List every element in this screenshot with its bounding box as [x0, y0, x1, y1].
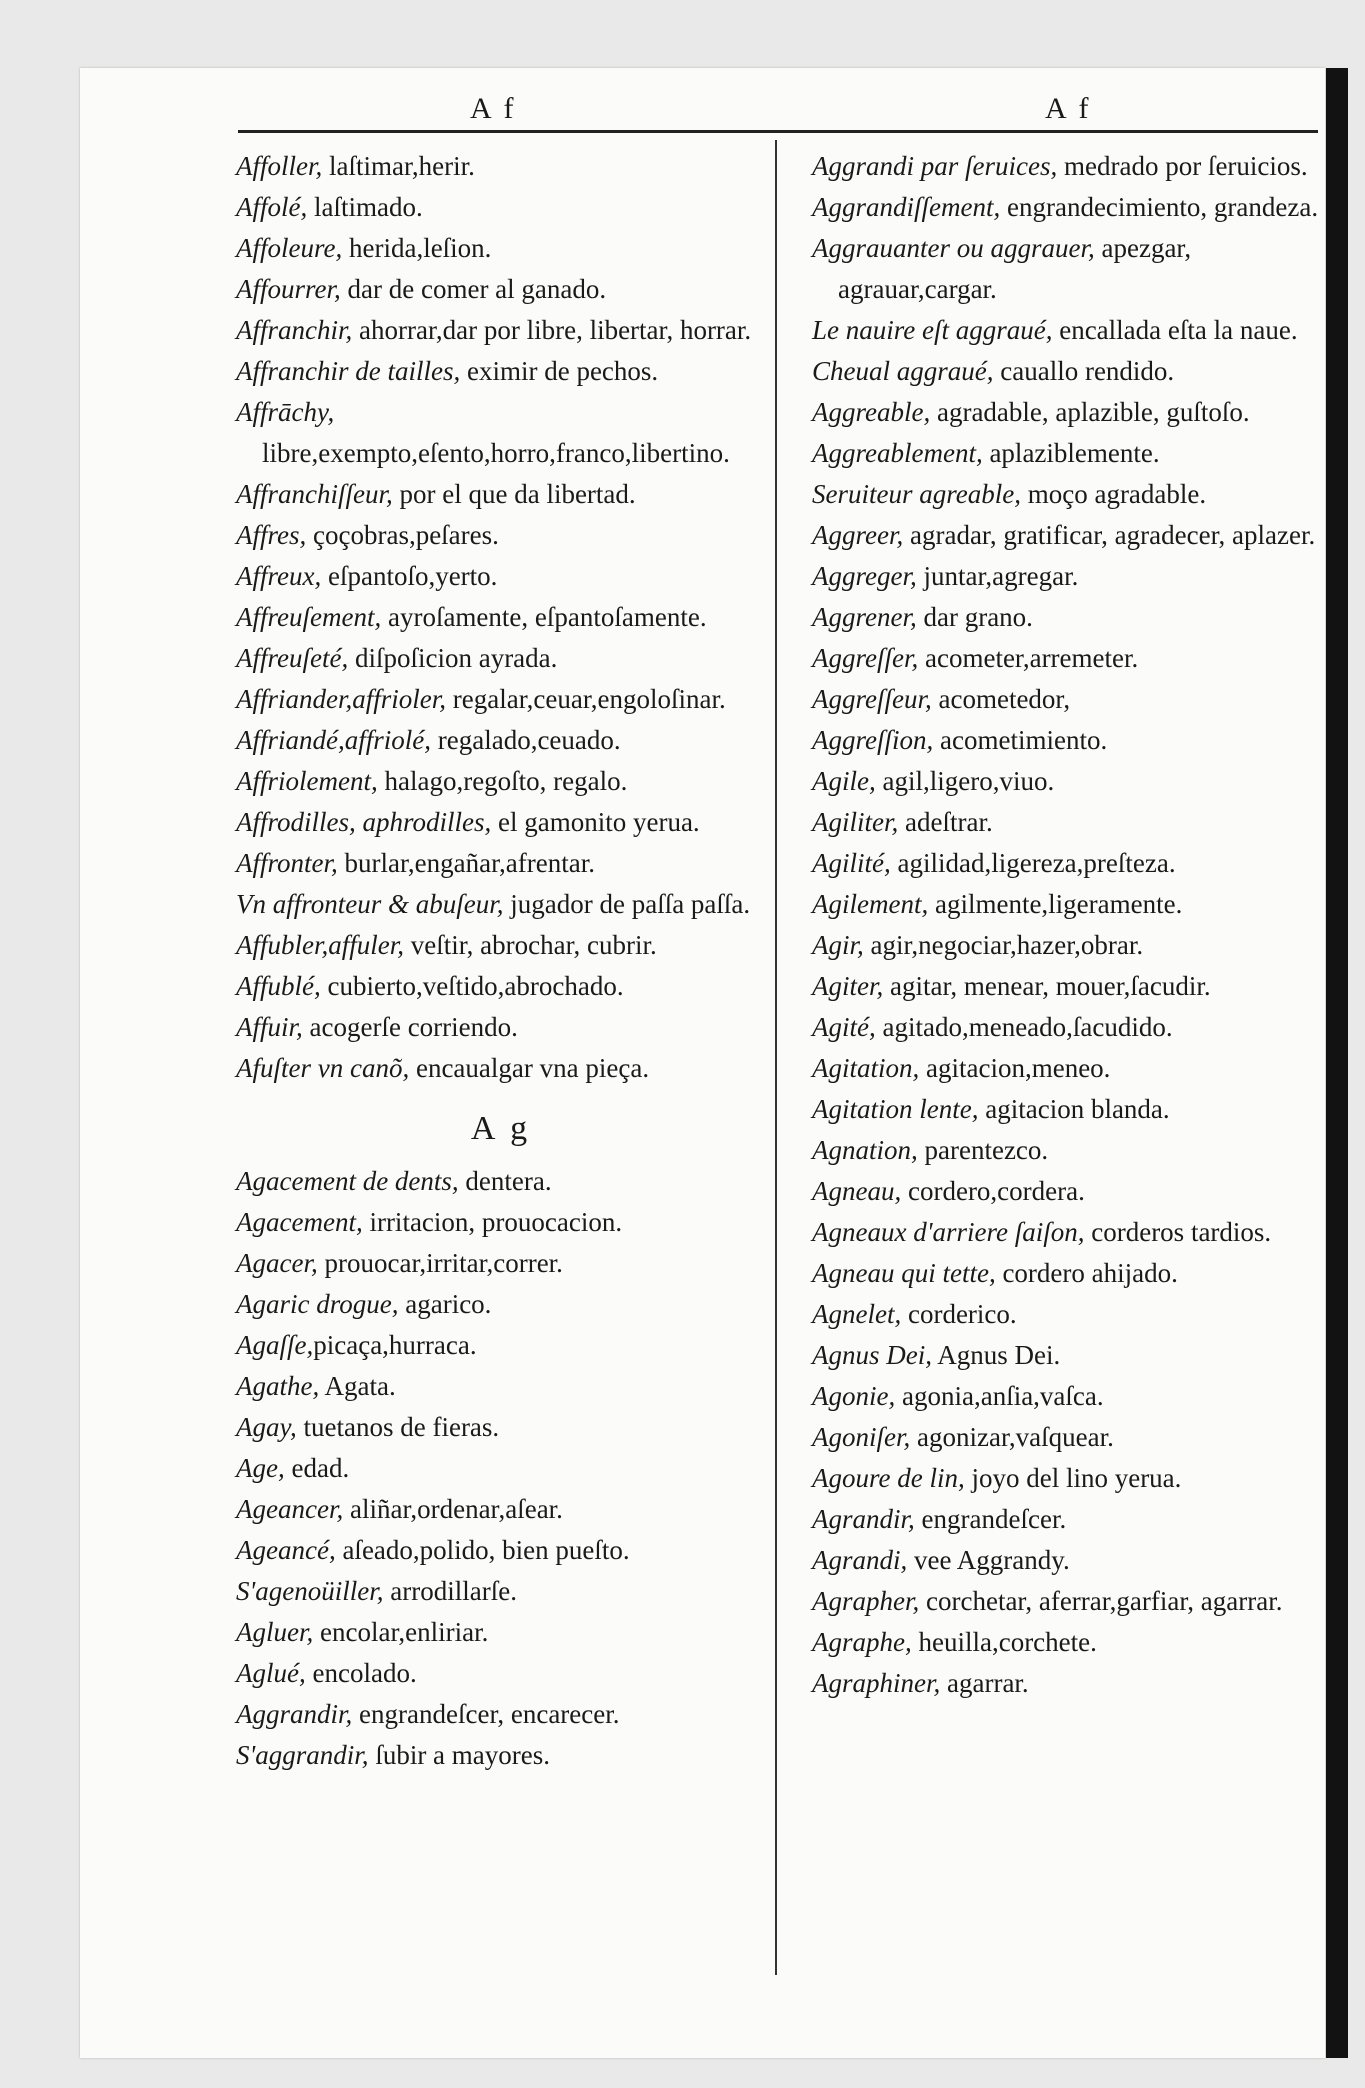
- header-rule: [238, 130, 1318, 133]
- entry-definition: acometer,arremeter.: [918, 643, 1139, 673]
- entry-definition: agradable, aplazible, guſtoſo.: [930, 397, 1250, 427]
- left-column: [236, 146, 766, 1776]
- entry-headword: Agoniſer,: [812, 1422, 911, 1452]
- dictionary-entry: [812, 1540, 1322, 1581]
- dictionary-entry: [812, 1458, 1322, 1499]
- entry-headword: Agay,: [236, 1412, 297, 1442]
- dictionary-entry: [236, 187, 766, 228]
- entry-headword: Agir,: [812, 930, 864, 960]
- dictionary-entry: [812, 638, 1322, 679]
- book-spine-shadow: [1326, 68, 1348, 2058]
- dictionary-entry: [812, 802, 1322, 843]
- entry-headword: Aggreſſion,: [812, 725, 934, 755]
- dictionary-entry: [236, 638, 766, 679]
- entry-headword: Affriander,affrioler,: [236, 684, 447, 714]
- right-column: [812, 146, 1322, 1704]
- dictionary-entry: [812, 966, 1322, 1007]
- dictionary-entry: [236, 1161, 766, 1202]
- dictionary-entry: [812, 1417, 1322, 1458]
- entry-definition: el gamonito yerua.: [491, 807, 700, 837]
- running-header: [0, 92, 1365, 126]
- entry-headword: Affronter,: [236, 848, 338, 878]
- dictionary-entry: [236, 474, 766, 515]
- dictionary-entry: [236, 351, 766, 392]
- dictionary-entry: [812, 146, 1322, 187]
- entry-definition: agonizar,vaſquear.: [910, 1422, 1114, 1452]
- dictionary-entry: [236, 1284, 766, 1325]
- entry-definition: burlar,engañar,afrentar.: [337, 848, 595, 878]
- dictionary-entry: [236, 1735, 766, 1776]
- entry-definition: arrodillarſe.: [383, 1576, 517, 1606]
- entry-definition: Agata.: [319, 1371, 396, 1401]
- entry-definition: agitado,meneado,ſacudido.: [875, 1012, 1173, 1042]
- entry-definition: cubierto,veſtido,abrochado.: [320, 971, 624, 1001]
- dictionary-entry: [236, 884, 766, 925]
- entry-definition: encolar,enliriar.: [313, 1617, 489, 1647]
- entry-definition: ahorrar,dar por libre, libertar, horrar.: [352, 315, 752, 345]
- entry-headword: Affubler,affuler,: [236, 930, 404, 960]
- dictionary-entry: [812, 351, 1322, 392]
- dictionary-entry: [236, 1243, 766, 1284]
- entry-definition: edad.: [284, 1453, 350, 1483]
- entry-headword: Affourrer,: [236, 274, 341, 304]
- entry-headword: Afuſter vn canõ,: [236, 1053, 410, 1083]
- entry-definition: por el que da libertad.: [392, 479, 636, 509]
- dictionary-entry: [236, 1653, 766, 1694]
- entry-definition: cordero ahijado.: [995, 1258, 1178, 1288]
- dictionary-entry: [812, 433, 1322, 474]
- entry-headword: Affranchir,: [236, 315, 353, 345]
- entry-headword: Affoleure,: [236, 233, 343, 263]
- entry-definition: eximir de pechos.: [460, 356, 659, 386]
- entry-headword: Affublé,: [236, 971, 321, 1001]
- entry-definition: engrandeſcer.: [914, 1504, 1067, 1534]
- left-entries-af: [236, 146, 766, 1089]
- entry-definition: veſtir, abrochar, cubrir.: [404, 930, 657, 960]
- entry-definition: picaça,hurraca.: [313, 1330, 477, 1360]
- entry-headword: Aggreger,: [812, 561, 917, 591]
- dictionary-entry: [236, 146, 766, 187]
- dictionary-entry: [236, 1489, 766, 1530]
- entry-headword: Aggreſſeur,: [812, 684, 932, 714]
- entry-definition: corchetar, aferrar,garfiar, agarrar.: [919, 1586, 1283, 1616]
- entry-headword: Aggrandiſſement,: [812, 192, 1001, 222]
- dictionary-entry: [236, 843, 766, 884]
- entry-headword: Aggrener,: [812, 602, 917, 632]
- dictionary-entry: [236, 802, 766, 843]
- entry-headword: Agluer,: [236, 1617, 314, 1647]
- entry-definition: Agnus Dei.: [931, 1340, 1061, 1370]
- dictionary-entry: [812, 1335, 1322, 1376]
- entry-definition: agil,ligero,viuo.: [875, 766, 1055, 796]
- entry-headword: Affranchir de tailles,: [236, 356, 461, 386]
- entry-headword: Aggreablement,: [812, 438, 983, 468]
- entry-headword: Affolé,: [236, 192, 308, 222]
- column-divider: [775, 140, 777, 1975]
- entry-headword: Affrāchy,: [236, 397, 335, 427]
- entry-headword: Ageancé,: [236, 1535, 336, 1565]
- entry-definition: cordero,cordera.: [901, 1176, 1085, 1206]
- entry-headword: Agacer,: [236, 1248, 318, 1278]
- entry-definition: agarrar.: [940, 1668, 1029, 1698]
- entry-definition: joyo del lino yerua.: [964, 1463, 1182, 1493]
- dictionary-entry: [236, 1448, 766, 1489]
- entry-definition: medrado por ſeruicios.: [1057, 151, 1308, 181]
- entry-definition: dar de comer al ganado.: [340, 274, 607, 304]
- dictionary-entry: [236, 269, 766, 310]
- dictionary-entry: [812, 1581, 1322, 1622]
- entry-definition: jugador de paſſa paſſa.: [503, 889, 751, 919]
- entry-headword: Affuir,: [236, 1012, 303, 1042]
- dictionary-entry: [812, 474, 1322, 515]
- entry-headword: Aggrandi par ſeruices,: [812, 151, 1058, 181]
- entry-definition: regalado,ceuado.: [431, 725, 621, 755]
- entry-headword: Affreuſeté,: [236, 643, 349, 673]
- entry-definition: acometedor,: [931, 684, 1071, 714]
- entry-definition: cauallo rendido.: [993, 356, 1175, 386]
- entry-headword: Affriandé,affriolé,: [236, 725, 431, 755]
- entry-headword: Affriolement,: [236, 766, 378, 796]
- entry-definition: agitacion blanda.: [978, 1094, 1170, 1124]
- dictionary-entry: [236, 925, 766, 966]
- entry-definition: corderos tardios.: [1084, 1217, 1272, 1247]
- entry-headword: Agité,: [812, 1012, 876, 1042]
- dictionary-entry: [812, 1253, 1322, 1294]
- dictionary-entry: [236, 966, 766, 1007]
- entry-definition: agir,negociar,hazer,obrar.: [863, 930, 1144, 960]
- entry-definition: ayroſamente, eſpantoſamente.: [381, 602, 707, 632]
- dictionary-entry: [812, 720, 1322, 761]
- dictionary-entry: [236, 392, 766, 474]
- entry-definition: dentera.: [458, 1166, 552, 1196]
- entry-definition: prouocar,irritar,correr.: [317, 1248, 563, 1278]
- entry-headword: Agrapher,: [812, 1586, 920, 1616]
- entry-definition: dar grano.: [916, 602, 1033, 632]
- entry-headword: Aglué,: [236, 1658, 306, 1688]
- dictionary-entry: [236, 310, 766, 351]
- dictionary-entry: [812, 597, 1322, 638]
- entry-definition: agarico.: [398, 1289, 492, 1319]
- entry-headword: Cheual aggraué,: [812, 356, 994, 386]
- entry-definition: encaualgar vna pieça.: [409, 1053, 650, 1083]
- entry-headword: Agitation lente,: [812, 1094, 979, 1124]
- entry-definition: aplaziblemente.: [982, 438, 1160, 468]
- entry-headword: Agonie,: [812, 1381, 896, 1411]
- entry-definition: moço agradable.: [1020, 479, 1207, 509]
- dictionary-entry: [236, 1694, 766, 1735]
- entry-headword: Agnation,: [812, 1135, 918, 1165]
- dictionary-entry: [812, 1376, 1322, 1417]
- entry-headword: Agneau qui tette,: [812, 1258, 996, 1288]
- entry-headword: Aggreer,: [812, 520, 904, 550]
- dictionary-entry: [236, 1530, 766, 1571]
- entry-headword: Agnelet,: [812, 1299, 902, 1329]
- dictionary-entry: [812, 761, 1322, 802]
- entry-headword: Aggrandir,: [236, 1699, 353, 1729]
- entry-headword: Affoller,: [236, 151, 323, 181]
- dictionary-entry: [236, 1407, 766, 1448]
- entry-headword: Age,: [236, 1453, 285, 1483]
- dictionary-entry: [236, 720, 766, 761]
- entry-headword: S'agenoüiller,: [236, 1576, 384, 1606]
- entry-headword: Agiter,: [812, 971, 884, 1001]
- entry-definition: halago,regoſto, regalo.: [377, 766, 628, 796]
- entry-headword: Agaric drogue,: [236, 1289, 399, 1319]
- dictionary-entry: [812, 1130, 1322, 1171]
- dictionary-entry: [812, 1622, 1322, 1663]
- entry-headword: Agrandir,: [812, 1504, 915, 1534]
- dictionary-entry: [812, 1499, 1322, 1540]
- entry-definition: agilmente,ligeramente.: [928, 889, 1183, 919]
- entry-definition: acometimiento.: [933, 725, 1108, 755]
- dictionary-entry: [812, 187, 1322, 228]
- dictionary-entry: [812, 228, 1322, 310]
- dictionary-entry: [236, 556, 766, 597]
- entry-headword: Agilité,: [812, 848, 891, 878]
- entry-definition: heuilla,corchete.: [911, 1627, 1097, 1657]
- entry-definition: engrandecimiento, grandeza.: [1000, 192, 1319, 222]
- entry-definition: juntar,agregar.: [916, 561, 1079, 591]
- entry-headword: Vn affronteur & abuſeur,: [236, 889, 504, 919]
- entry-definition: ſubir a mayores.: [368, 1740, 551, 1770]
- entry-headword: Agoure de lin,: [812, 1463, 965, 1493]
- entry-headword: Affranchiſſeur,: [236, 479, 393, 509]
- dictionary-entry: [236, 1202, 766, 1243]
- entry-headword: Aggrauanter ou aggrauer,: [812, 233, 1095, 263]
- entry-headword: Agaſſe,: [236, 1330, 314, 1360]
- dictionary-entry: [812, 679, 1322, 720]
- dictionary-entry: [236, 228, 766, 269]
- entry-definition: encolado.: [305, 1658, 417, 1688]
- header-right: A f: [1045, 92, 1092, 125]
- dictionary-entry: [812, 1048, 1322, 1089]
- dictionary-entry: [812, 1212, 1322, 1253]
- section-heading: A g: [470, 1110, 532, 1147]
- dictionary-entry: [812, 1663, 1322, 1704]
- entry-headword: Agile,: [812, 766, 876, 796]
- dictionary-entry: [812, 1007, 1322, 1048]
- entry-definition: diſpoſicion ayrada.: [348, 643, 558, 673]
- entry-definition: libre,exempto,eſento,horro,franco,libertino.: [262, 438, 730, 468]
- entry-headword: Affres,: [236, 520, 307, 550]
- entry-headword: Affrodilles, aphrodilles,: [236, 807, 492, 837]
- entry-headword: Agrandi,: [812, 1545, 908, 1575]
- dictionary-entry: [812, 1294, 1322, 1335]
- dictionary-entry: [236, 1612, 766, 1653]
- entry-headword: Agilement,: [812, 889, 929, 919]
- entry-headword: Affreuſement,: [236, 602, 382, 632]
- dictionary-entry: [812, 392, 1322, 433]
- right-entries: [812, 146, 1322, 1704]
- entry-definition: agilidad,ligereza,preſteza.: [890, 848, 1176, 878]
- entry-headword: Agitation,: [812, 1053, 920, 1083]
- entry-definition: corderico.: [901, 1299, 1017, 1329]
- entry-definition: parentezco.: [917, 1135, 1049, 1165]
- entry-definition: acogerſe corriendo.: [302, 1012, 518, 1042]
- entry-definition: çoçobras,peſares.: [306, 520, 499, 550]
- dictionary-entry: [812, 884, 1322, 925]
- entry-definition: agonia,anſia,vaſca.: [895, 1381, 1104, 1411]
- dictionary-entry: [812, 556, 1322, 597]
- dictionary-entry: [236, 597, 766, 638]
- entry-headword: Aggreſſer,: [812, 643, 919, 673]
- entry-definition: tuetanos de fieras.: [296, 1412, 500, 1442]
- entry-definition: agradar, gratificar, agradecer, aplazer.: [903, 520, 1316, 550]
- entry-definition: aſeado,polido, bien pueſto.: [335, 1535, 630, 1565]
- dictionary-entry: [812, 515, 1322, 556]
- entry-definition: laſtimar,herir.: [322, 151, 475, 181]
- dictionary-entry: [812, 1171, 1322, 1212]
- entry-headword: Agraphe,: [812, 1627, 912, 1657]
- header-left: A f: [470, 92, 517, 125]
- entry-headword: S'aggrandir,: [236, 1740, 369, 1770]
- dictionary-entry: [236, 1048, 766, 1089]
- entry-definition: engrandeſcer, encarecer.: [352, 1699, 620, 1729]
- dictionary-entry: [236, 1325, 766, 1366]
- dictionary-entry: [236, 679, 766, 720]
- left-entries-ag: [236, 1161, 766, 1776]
- entry-headword: Agnus Dei,: [812, 1340, 932, 1370]
- entry-headword: Seruiteur agreable,: [812, 479, 1021, 509]
- entry-headword: Agacement de dents,: [236, 1166, 459, 1196]
- entry-headword: Agneaux d'arriere ſaiſon,: [812, 1217, 1085, 1247]
- entry-definition: agitacion,meneo.: [919, 1053, 1111, 1083]
- dictionary-entry: [812, 1089, 1322, 1130]
- entry-headword: Agraphiner,: [812, 1668, 941, 1698]
- entry-definition: laſtimado.: [307, 192, 423, 222]
- dictionary-entry: [236, 1007, 766, 1048]
- dictionary-entry: [812, 310, 1322, 351]
- entry-headword: Agneau,: [812, 1176, 902, 1206]
- entry-headword: Agacement,: [236, 1207, 363, 1237]
- entry-headword: Agathe,: [236, 1371, 320, 1401]
- dictionary-entry: [812, 843, 1322, 884]
- dictionary-entry: [812, 925, 1322, 966]
- dictionary-entry: [236, 761, 766, 802]
- entry-definition: vee Aggrandy.: [907, 1545, 1070, 1575]
- entry-definition: regalar,ceuar,engoloſinar.: [446, 684, 726, 714]
- entry-headword: Agiliter,: [812, 807, 899, 837]
- entry-definition: herida,leſion.: [342, 233, 492, 263]
- entry-definition: irritacion, prouocacion.: [362, 1207, 623, 1237]
- entry-definition: eſpantoſo,yerto.: [321, 561, 498, 591]
- entry-definition: adeſtrar.: [898, 807, 993, 837]
- dictionary-entry: [236, 1366, 766, 1407]
- entry-definition: encallada eſta la naue.: [1052, 315, 1298, 345]
- entry-headword: Affreux,: [236, 561, 322, 591]
- entry-headword: Ageancer,: [236, 1494, 344, 1524]
- entry-definition: apezgar, agrauar,cargar.: [838, 233, 1192, 304]
- entry-headword: Aggreable,: [812, 397, 931, 427]
- dictionary-entry: [236, 515, 766, 556]
- dictionary-entry: [236, 1571, 766, 1612]
- entry-definition: aliñar,ordenar,aſear.: [343, 1494, 563, 1524]
- entry-headword: Le nauire eſt aggraué,: [812, 315, 1053, 345]
- entry-definition: agitar, menear, mouer,ſacudir.: [883, 971, 1211, 1001]
